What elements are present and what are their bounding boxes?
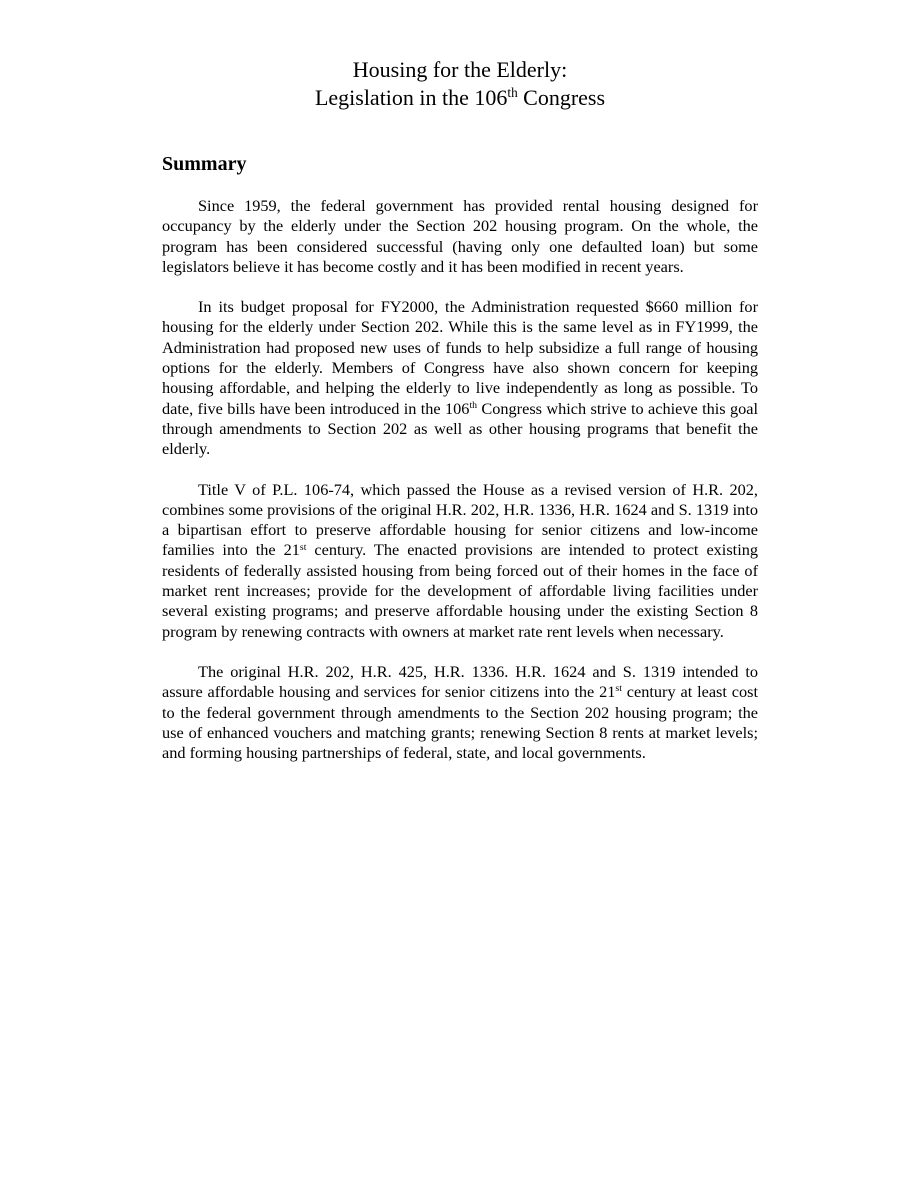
paragraph-4-tail: century at least cost to the federal government through amendments to the Section 202 housing program; the use of enhanced vouchers and matching grants; renewing Section 8 rents at market levels; and forming housing partnerships of federal, state, and local governments. bbox=[162, 682, 758, 763]
title-line-2-tail: Congress bbox=[517, 85, 606, 110]
paragraph-3 bbox=[162, 480, 758, 642]
paragraph-3-ordinal-suffix: st bbox=[299, 541, 307, 553]
paragraph-2-ordinal-suffix: th bbox=[469, 399, 478, 411]
title-ordinal-suffix: th bbox=[507, 85, 518, 101]
paragraph-3-text: Title V of P.L. 106-74, which passed the House as a revised version of H.R. 202, combines some provisions of the original H.R. 202, H.R. 1336, H.R. 1624 and S. 1319 into a bipartisan effort to preserve affordable housing for senior citizens and low-income families into the 21 bbox=[162, 479, 758, 560]
paragraph-3-tail: century. The enacted provisions are intended to protect existing residents of federally assisted housing from being forced out of their homes in the face of market rent increases; provide for the development of affordable living facilities under several existing programs; and preserve affordable housing under the existing Section 8 program by renewing contracts with owners at market rate rent levels when necessary. bbox=[162, 540, 758, 641]
paragraph-4-text: The original H.R. 202, H.R. 425, H.R. 1336. H.R. 1624 and S. 1319 intended to assure affordable housing and services for senior citizens into the 21 bbox=[162, 661, 758, 702]
section-heading-summary: Summary bbox=[162, 153, 247, 175]
title-line-2 bbox=[0, 84, 920, 112]
title-line-2-text: Legislation in the 106 bbox=[314, 85, 508, 110]
paragraph-2-text: In its budget proposal for FY2000, the Administration requested $660 million for housing for the elderly under Section 202. While this is the same level as in FY1999, the Administration had proposed new uses of funds to help subsidize a full range of housing options for the elderly. Members of Congress have also shown concern for keeping housing affordable, and helping the elderly to live independently as long as possible. To date, five bills have been introduced in the 106 bbox=[162, 297, 758, 418]
paragraph-4 bbox=[162, 662, 758, 763]
title-line-1: Housing for the Elderly: bbox=[352, 57, 568, 82]
document-title bbox=[0, 56, 920, 112]
summary-section bbox=[162, 151, 758, 783]
paragraph-4-ordinal-suffix: st bbox=[615, 683, 622, 695]
paragraph-1: Since 1959, the federal government has provided rental housing designed for occupancy by the elderly under the Section 202 housing program. On the whole, the program has been considered successful (having only one defaulted loan) but some legislators believe it has become costly and it has been modified in recent years. bbox=[162, 196, 758, 276]
paragraph-2 bbox=[162, 297, 758, 459]
paragraph-2-tail: Congress which strive to achieve this goal through amendments to Section 202 as well as other housing programs that benefit the elderly. bbox=[162, 398, 758, 459]
